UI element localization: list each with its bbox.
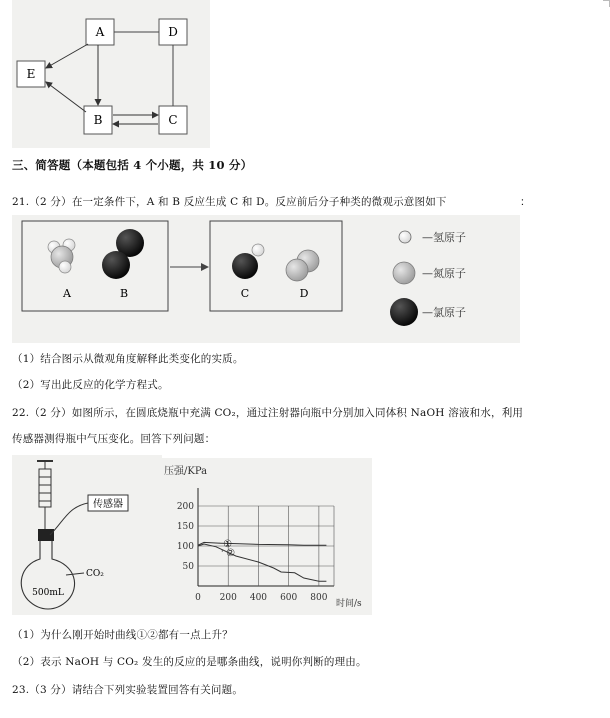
pressure-chart-svg (162, 458, 372, 615)
legend-chlorine-atom (390, 298, 418, 326)
q21-molecule-figure (12, 215, 520, 343)
legend-nitrogen-label: —氮原子 (422, 267, 466, 280)
legend-hydrogen-atom (399, 231, 411, 243)
legend-hydrogen-label: —氢原子 (422, 231, 466, 244)
top-flow-diagram-svg (12, 0, 210, 148)
corner-mark (603, 0, 610, 7)
syringe (37, 461, 53, 529)
q22-pressure-chart (162, 458, 372, 615)
q23-stem: 23.（3 分）请结合下列实验装置回答有关问题。 (12, 684, 244, 696)
x-tick-label: 800 (310, 593, 328, 603)
molecule-a (48, 239, 75, 273)
q22-apparatus-svg (12, 455, 162, 615)
series-2-label: ② (226, 548, 236, 559)
reactants-box (22, 221, 168, 311)
x-axis-label: 时间/s (336, 599, 362, 609)
flask-volume-label: 500mL (32, 588, 64, 598)
x-tick-label: 600 (280, 593, 298, 603)
q22-sub2: （2）表示 NaOH 与 CO₂ 发生的反应的是哪条曲线，说明你判断的理由。 (12, 656, 367, 668)
label-c: C (240, 287, 250, 300)
node-a-label: A (95, 25, 105, 39)
x-tick-label: 400 (249, 593, 268, 603)
molecule-c (232, 244, 264, 279)
legend-nitrogen-atom (393, 262, 415, 284)
node-e-label: E (26, 67, 36, 81)
node-c-label: C (168, 113, 178, 127)
sensor-tube (50, 503, 88, 535)
q22-sub1: （1）为什么刚开始时曲线①②都有一点上升？ (12, 629, 233, 641)
molecule-d (286, 250, 319, 281)
legend-chlorine-label: —氯原子 (422, 306, 466, 319)
q21-molecule-svg (12, 215, 520, 343)
series-1-label: ① (223, 538, 233, 550)
label-a: A (63, 287, 71, 300)
sensor-label: 传感器 (93, 499, 123, 510)
x-tick-label: 200 (219, 593, 237, 603)
y-axis-label: 压强/KPa (164, 466, 208, 477)
y-tick-label: 50 (182, 562, 194, 572)
label-d: D (299, 287, 309, 300)
stopper (38, 529, 54, 541)
x-tick-label: 0 (195, 593, 201, 603)
gas-label: CO₂ (86, 569, 104, 579)
edge-a-e (46, 44, 88, 68)
node-d-label: D (168, 25, 178, 39)
series-1-line (198, 542, 326, 545)
series-2-line (198, 544, 326, 581)
node-b-label: B (93, 113, 103, 127)
molecule-b (102, 229, 144, 279)
section-heading: 三、简答题（本题包括 4 个小题，共 10 分） (12, 158, 253, 172)
products-box (210, 221, 342, 311)
q21-sub2: （2）写出此反应的化学方程式。 (12, 379, 169, 391)
y-tick-label: 200 (176, 502, 194, 512)
top-flow-diagram (12, 0, 210, 148)
q22-stem-line1: 22.（2 分）如图所示，在圆底烧瓶中充满 CO₂，通过注射器向瓶中分别加入同体积 NaOH 溶液和水，利用 (12, 407, 524, 419)
q22-apparatus-figure (12, 455, 162, 615)
label-b: B (119, 287, 129, 300)
y-tick-label: 100 (176, 542, 194, 552)
gas-leader-line (66, 573, 84, 575)
q22-stem-line2: 传感器测得瓶中气压变化。回答下列问题： (12, 433, 216, 445)
q21-stem-colon: ： (520, 196, 531, 208)
q21-sub1: （1）结合图示从微观角度解释此类变化的实质。 (12, 353, 244, 365)
y-tick-label: 150 (176, 522, 194, 532)
q21-stem: 21.（2 分）在一定条件下，A 和 B 反应生成 C 和 D。反应前后分子种类的微观示意图如下 (12, 196, 447, 208)
edge-b-e (46, 82, 86, 112)
